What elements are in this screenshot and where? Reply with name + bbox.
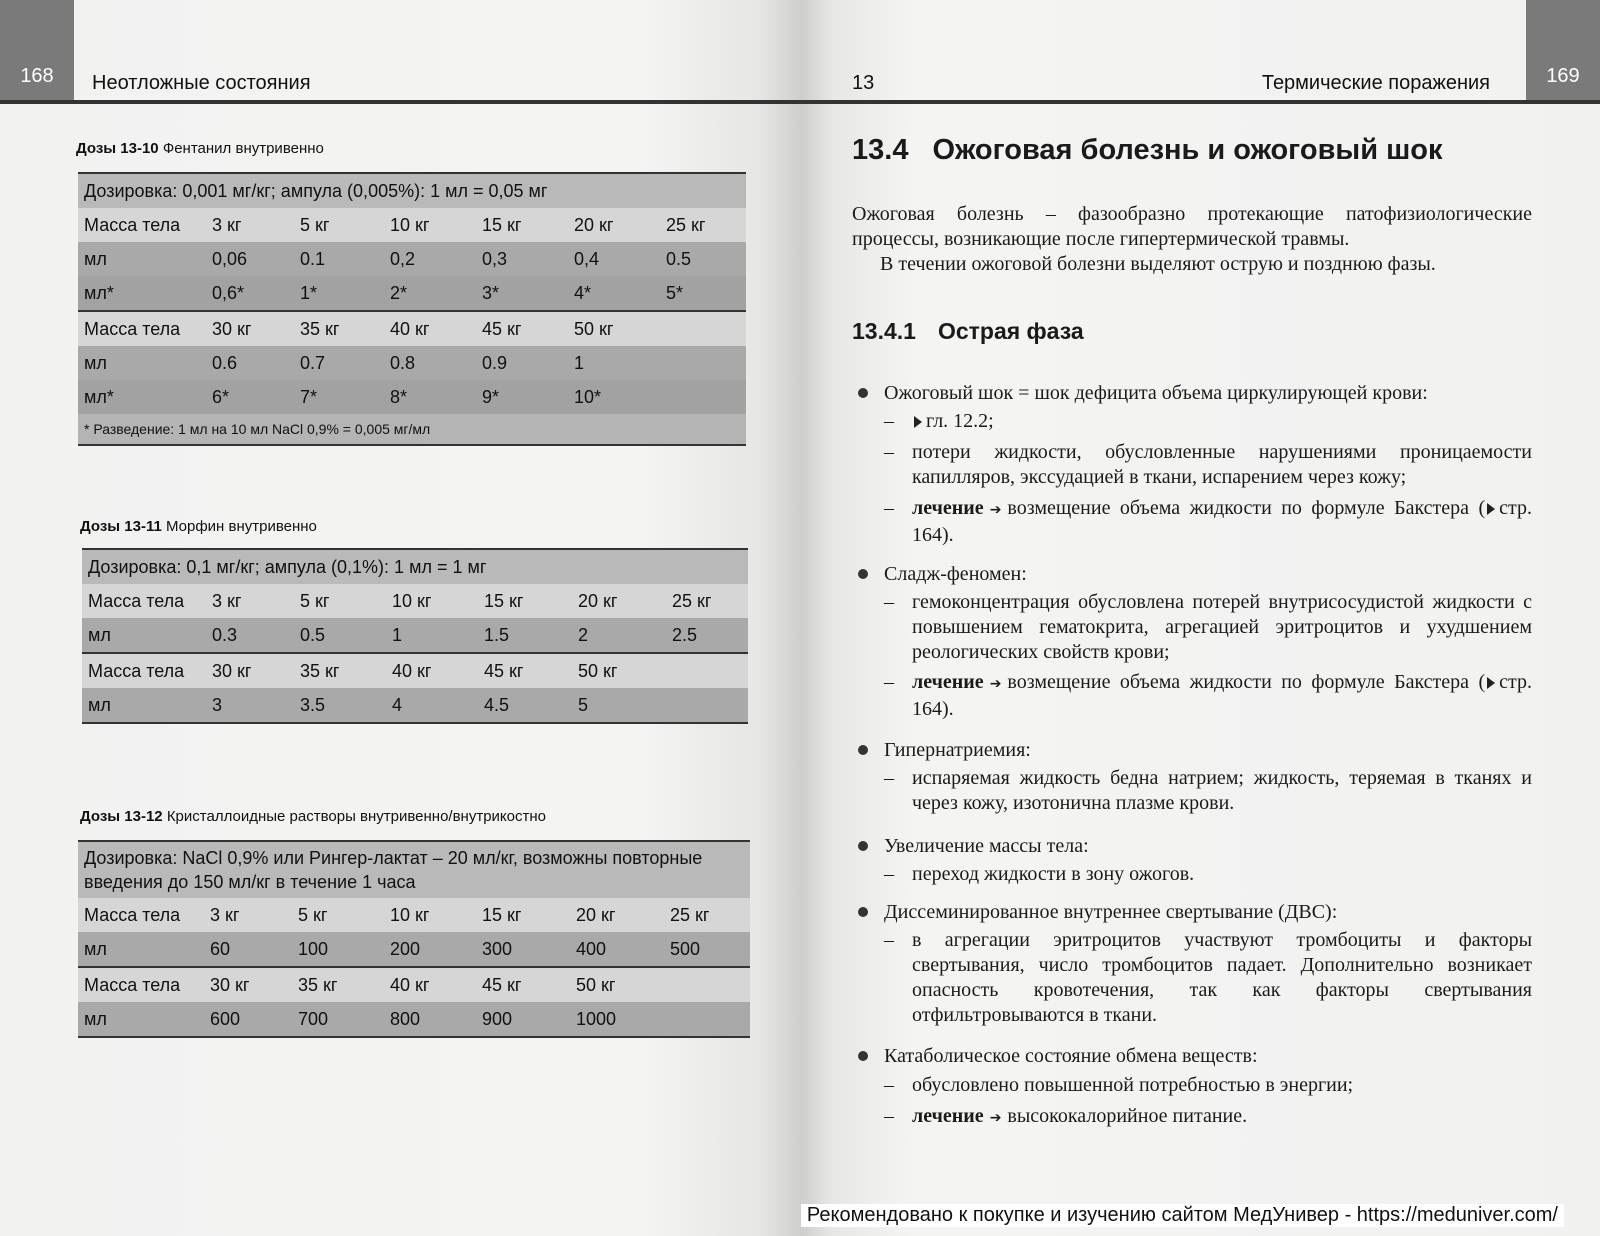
sub-item: – потери жидкости, обусловленные нарушениями проницаемости капилляров, экссудацией в ткани, испарением через кожу; bbox=[884, 441, 1532, 488]
arrow-right-icon: ➔ bbox=[989, 502, 1002, 518]
sub-item: – гл. 12.2; bbox=[884, 410, 994, 432]
dose-table-13-12 bbox=[78, 840, 750, 1038]
dose-table-13-11 bbox=[82, 548, 748, 724]
list-item: Увеличение массы тела: bbox=[852, 834, 1532, 859]
table-row: Масса тела 30 кг 35 кг 40 кг 45 кг 50 кг bbox=[82, 653, 748, 688]
table-row: мл 60 100 200 300 400 500 bbox=[78, 932, 750, 967]
table-row: мл* 0,6* 1* 2* 3* 4* 5* bbox=[78, 276, 746, 311]
dose-table-13-10 bbox=[78, 172, 746, 446]
table-row: Масса тела 30 кг 35 кг 40 кг 45 кг 50 кг bbox=[78, 967, 750, 1002]
list-item: Сладж-феномен: bbox=[852, 562, 1532, 587]
sub-item: – в агрегации эритроцитов участвуют тромбоциты и факторы свертывания, число тромбоцитов падает. Дополнительно возникает опасность кровотечения, так как факторы свертывания отфильтровываются в ткани. bbox=[884, 929, 1532, 1026]
footer-watermark: Рекомендовано к покупке и изучению сайтом МедУнивер - https://meduniver.com/ bbox=[801, 1204, 1564, 1227]
bullet-icon bbox=[858, 388, 868, 398]
reference-arrow-icon bbox=[1487, 677, 1495, 689]
dosage-row: Дозировка: 0,1 мг/кг; ампула (0,1%): 1 мл = 1 мг bbox=[82, 549, 748, 584]
sub-item: – лечение ➔ возмещение объема жидкости по формуле Бакстера ( стр. 164). bbox=[884, 671, 1532, 720]
sub-item: – лечение ➔ возмещение объема жидкости по формуле Бакстера ( стр. 164). bbox=[884, 497, 1532, 546]
chapter-number: 13 bbox=[852, 72, 875, 94]
table-row: мл 0.6 0.7 0.8 0.9 1 bbox=[78, 346, 746, 380]
table-row: Масса тела 3 кг 5 кг 10 кг 15 кг 20 кг 25 кг bbox=[82, 584, 748, 618]
bullet-icon bbox=[858, 1051, 868, 1061]
table-row: мл 600 700 800 900 1000 bbox=[78, 1002, 750, 1037]
arrow-right-icon: ➔ bbox=[989, 1110, 1002, 1126]
sub-item: – обусловлено повышенной потребностью в энергии; bbox=[884, 1074, 1354, 1096]
reference-arrow-icon bbox=[1487, 503, 1495, 515]
list-item: Ожоговый шок = шок дефицита объема циркулирующей крови: bbox=[852, 381, 1532, 406]
list-item: Катаболическое состояние обмена веществ: bbox=[852, 1044, 1532, 1069]
table-row: Масса тела 30 кг 35 кг 40 кг 45 кг 50 кг bbox=[78, 311, 746, 346]
table-row: мл 3 3.5 4 4.5 5 bbox=[82, 688, 748, 723]
table-row: Масса тела 3 кг 5 кг 10 кг 15 кг 20 кг 25 кг bbox=[78, 208, 746, 242]
sub-item: – испаряемая жидкость бедна натрием; жидкость, теряемая в тканях и через кожу, изотонична плазме крови. bbox=[884, 767, 1532, 814]
list-item: Гипернатриемия: bbox=[852, 738, 1532, 763]
running-header-left: Неотложные состояния bbox=[92, 72, 311, 94]
sub-item: – гемоконцентрация обусловлена потерей внутрисосудистой жидкости с повышением гематокрита, агрегацией эритроцитов и ухудшением реологических свойств крови; bbox=[884, 591, 1532, 663]
intro-paragraph: Ожоговая болезнь – фазообразно протекающие патофизиологические процессы, возникающие после гипертермической травмы. bbox=[852, 203, 1532, 250]
subsection-title: 13.4.1 Острая фаза bbox=[852, 318, 1084, 344]
table-caption-13-10: Дозы 13-10 Фентанил внутривенно bbox=[76, 140, 324, 157]
table-caption-13-12: Дозы 13-12 Кристаллоидные растворы внутривенно/внутрикостно bbox=[80, 808, 547, 825]
header-rule-left bbox=[0, 100, 800, 104]
table-row: мл 0,06 0.1 0,2 0,3 0,4 0.5 bbox=[78, 242, 746, 276]
arrow-right-icon: ➔ bbox=[989, 676, 1002, 692]
table-row: Масса тела 3 кг 5 кг 10 кг 15 кг 20 кг 25 кг bbox=[78, 898, 750, 932]
table-caption-13-11: Дозы 13-11 Морфин внутривенно bbox=[80, 518, 317, 535]
bullet-icon bbox=[858, 841, 868, 851]
table-note: * Разведение: 1 мл на 10 мл NaCl 0,9% = 0,005 мг/мл bbox=[78, 414, 746, 445]
dosage-row: Дозировка: NaCl 0,9% или Рингер-лактат – 20 мл/кг, возможны повторные введения до 150 мл/кг в течение 1 часа bbox=[78, 841, 750, 898]
bullet-icon bbox=[858, 745, 868, 755]
header-rule-right bbox=[800, 100, 1600, 104]
section-title: 13.4 Ожоговая болезнь и ожоговый шок bbox=[852, 134, 1443, 166]
intro-paragraph-2: В течении ожоговой болезни выделяют острую и позднюю фазы. bbox=[880, 253, 1436, 275]
dosage-row: Дозировка: 0,001 мг/кг; ампула (0,005%): 1 мл = 0,05 мг bbox=[78, 173, 746, 208]
bullet-icon bbox=[858, 907, 868, 917]
reference-arrow-icon bbox=[914, 416, 922, 428]
page-number-right: 169 bbox=[1526, 0, 1600, 100]
running-header-right: Термические поражения bbox=[1261, 72, 1490, 94]
table-row: мл 0.3 0.5 1 1.5 2 2.5 bbox=[82, 618, 748, 653]
table-row: мл* 6* 7* 8* 9* 10* bbox=[78, 380, 746, 414]
bullet-icon bbox=[858, 569, 868, 579]
sub-item: – лечение ➔ высококалорийное питание. bbox=[884, 1105, 1248, 1127]
page-number-left: 168 bbox=[0, 0, 74, 100]
list-item: Диссеминированное внутреннее свертывание (ДВС): bbox=[852, 900, 1532, 925]
sub-item: – переход жидкости в зону ожогов. bbox=[884, 863, 1195, 885]
